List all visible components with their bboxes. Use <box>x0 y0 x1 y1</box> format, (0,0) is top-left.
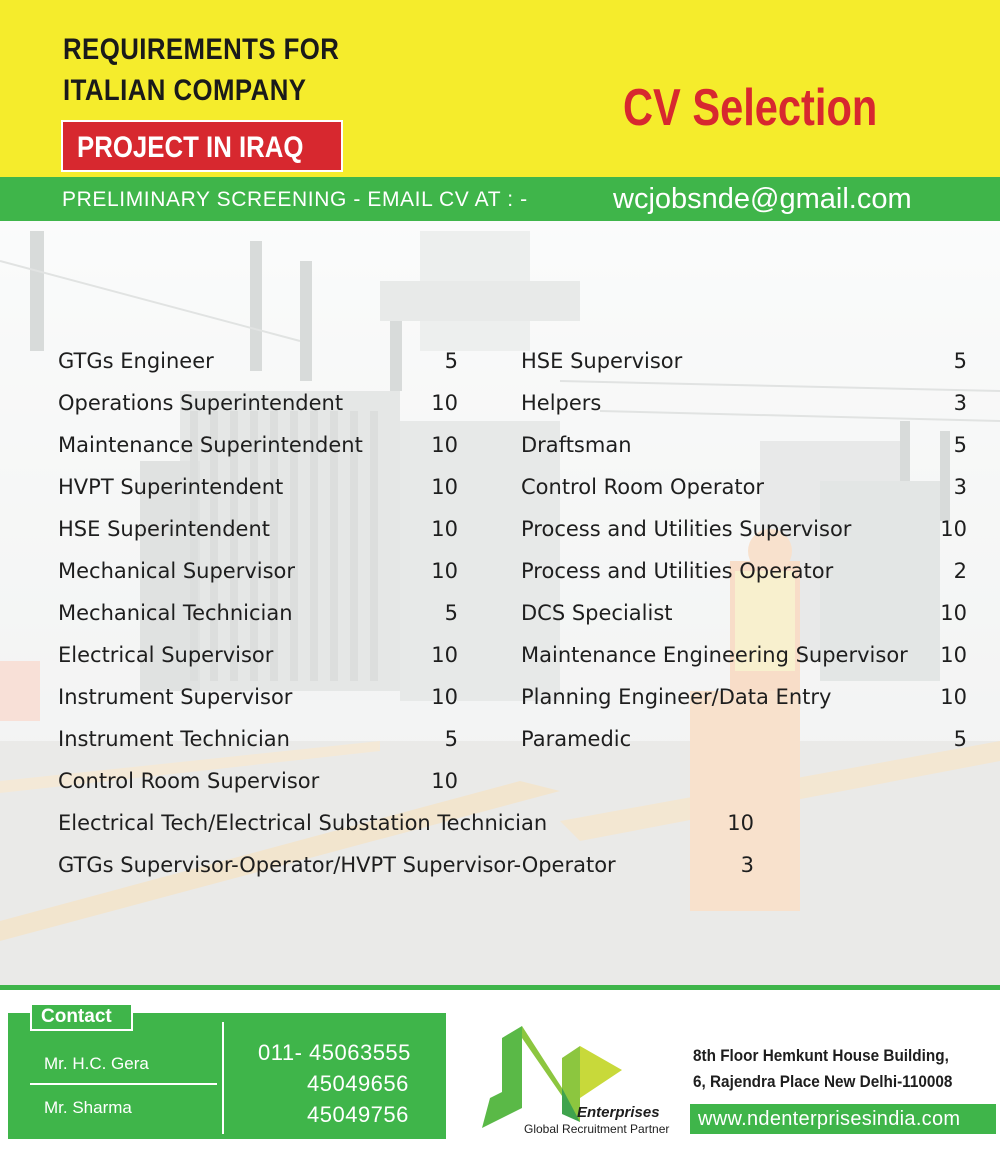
phone-number-3[interactable]: 45049756 <box>307 1102 409 1127</box>
job-count: 5 <box>444 601 458 625</box>
job-row <box>58 433 458 463</box>
job-title: Process and Utilities Operator <box>521 559 834 583</box>
job-title: Instrument Technician <box>58 727 290 751</box>
job-row <box>521 391 967 421</box>
job-count: 10 <box>940 643 967 667</box>
screening-email-link[interactable]: wcjobsnde@gmail.com <box>613 183 912 215</box>
company-tagline: Global Recruitment Partner <box>524 1122 670 1136</box>
job-title: Process and Utilities Supervisor <box>521 517 852 541</box>
job-count: 10 <box>431 685 458 709</box>
job-title: Instrument Supervisor <box>58 685 293 709</box>
job-title: Control Room Supervisor <box>58 769 320 793</box>
job-count: 10 <box>431 559 458 583</box>
job-title: Electrical Tech/Electrical Substation Technician <box>58 811 548 835</box>
job-row <box>58 559 458 589</box>
job-row <box>58 811 754 841</box>
job-title: DCS Specialist <box>521 601 673 625</box>
job-row <box>58 643 458 673</box>
job-count: 10 <box>940 685 967 709</box>
job-row <box>58 685 458 715</box>
job-count: 5 <box>953 727 967 751</box>
job-title: GTGs Engineer <box>58 349 214 373</box>
job-title: Draftsman <box>521 433 632 457</box>
job-title: Planning Engineer/Data Entry <box>521 685 832 709</box>
job-row <box>521 349 967 379</box>
contact-heading: Contact <box>41 1006 112 1027</box>
job-row <box>58 391 458 421</box>
job-title: HVPT Superintendent <box>58 475 284 499</box>
job-title: Maintenance Superintendent <box>58 433 363 457</box>
title-line-2: ITALIAN COMPANY <box>63 74 307 107</box>
title-line-1: REQUIREMENTS FOR <box>63 33 340 66</box>
screening-label: PRELIMINARY SCREENING - EMAIL CV AT : - <box>62 188 528 211</box>
contact-name-2: Mr. Sharma <box>44 1098 132 1117</box>
job-title: GTGs Supervisor-Operator/HVPT Supervisor-Operator <box>58 853 616 877</box>
job-count: 10 <box>940 517 967 541</box>
address-line-2: 6, Rajendra Place New Delhi-110008 <box>693 1072 953 1091</box>
job-count: 10 <box>431 391 458 415</box>
job-count: 10 <box>431 769 458 793</box>
job-title: HSE Supervisor <box>521 349 683 373</box>
job-title: Control Room Operator <box>521 475 765 499</box>
job-title: HSE Superintendent <box>58 517 270 541</box>
job-title: Electrical Supervisor <box>58 643 274 667</box>
job-row <box>58 769 458 799</box>
job-count: 3 <box>740 853 754 877</box>
job-title: Operations Superintendent <box>58 391 344 415</box>
job-count: 3 <box>953 475 967 499</box>
website-link[interactable]: www.ndenterprisesindia.com <box>698 1108 961 1130</box>
job-count: 10 <box>431 643 458 667</box>
job-title: Mechanical Technician <box>58 601 293 625</box>
job-row <box>58 475 458 505</box>
job-row <box>58 727 458 757</box>
phone-number-2[interactable]: 45049656 <box>307 1071 409 1096</box>
job-count: 5 <box>953 349 967 373</box>
contact-tab <box>30 1005 133 1031</box>
screening-strip <box>0 177 1000 221</box>
job-count: 10 <box>431 475 458 499</box>
address-line-1: 8th Floor Hemkunt House Building, <box>693 1046 949 1065</box>
project-badge <box>61 120 343 172</box>
job-row <box>58 601 458 631</box>
job-row <box>521 433 967 463</box>
job-title: Paramedic <box>521 727 632 751</box>
job-count: 5 <box>444 349 458 373</box>
job-row <box>58 853 754 883</box>
job-count: 10 <box>940 601 967 625</box>
contact-vertical-separator <box>222 1022 224 1134</box>
job-count: 10 <box>431 517 458 541</box>
phone-number-1[interactable]: 011- 45063555 <box>258 1040 411 1065</box>
cv-selection-heading: CV Selection <box>623 79 878 137</box>
contact-separator <box>30 1083 217 1085</box>
job-row <box>58 517 458 547</box>
job-title: Maintenance Engineering Supervisor <box>521 643 908 667</box>
job-row <box>521 517 967 547</box>
job-row <box>521 727 967 757</box>
website-badge[interactable] <box>690 1104 996 1134</box>
job-title: Helpers <box>521 391 602 415</box>
job-count: 3 <box>953 391 967 415</box>
job-row <box>58 349 458 379</box>
job-row <box>521 475 967 505</box>
job-count: 5 <box>953 433 967 457</box>
job-row <box>521 601 967 631</box>
project-label: PROJECT IN IRAQ <box>77 131 304 164</box>
job-row <box>521 643 967 673</box>
job-title: Mechanical Supervisor <box>58 559 296 583</box>
job-row <box>521 685 967 715</box>
job-count: 10 <box>431 433 458 457</box>
job-count: 10 <box>727 811 754 835</box>
contact-name-1: Mr. H.C. Gera <box>44 1054 149 1073</box>
company-name: Enterprises <box>577 1104 660 1121</box>
job-count: 5 <box>444 727 458 751</box>
job-row <box>521 559 967 589</box>
footer-divider <box>0 985 1000 990</box>
job-count: 2 <box>953 559 967 583</box>
